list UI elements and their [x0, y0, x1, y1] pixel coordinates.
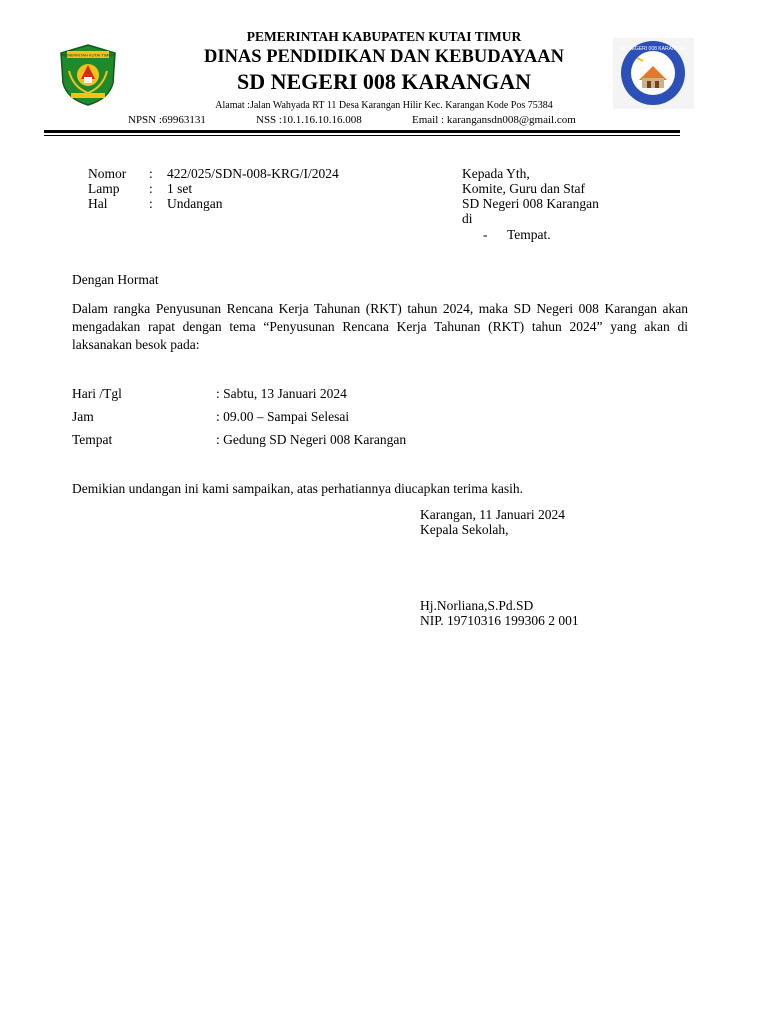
letterhead-rule-thin — [44, 135, 680, 136]
recipient-line-2: Komite, Guru dan Staf — [462, 181, 585, 196]
recipient-dash: - — [483, 227, 488, 242]
place-label: Tempat — [72, 432, 113, 447]
hal-value: Undangan — [167, 196, 223, 211]
hal-colon: : — [149, 196, 153, 211]
day-value: : Sabtu, 13 Januari 2024 — [216, 386, 347, 401]
salutation: Dengan Hormat — [72, 272, 159, 287]
place-value: : Gedung SD Negeri 008 Karangan — [216, 432, 407, 447]
recipient-line-4: di — [462, 211, 473, 226]
signer-position: Kepala Sekolah, — [420, 522, 509, 537]
day-label: Hari /Tgl — [72, 386, 122, 401]
nomor-colon: : — [149, 166, 153, 181]
nomor-label: Nomor — [88, 166, 127, 181]
lamp-label: Lamp — [88, 181, 120, 196]
time-value: : 09.00 – Sampai Selesai — [216, 409, 350, 424]
nomor-value: 422/025/SDN-008-KRG/I/2024 — [167, 166, 339, 181]
svg-text:PEMERINTAH KUTAI TIMUR: PEMERINTAH KUTAI TIMUR — [61, 52, 115, 58]
government-heading: PEMERINTAH KABUPATEN KUTAI TIMUR — [246, 29, 522, 44]
recipient-line-3: SD Negeri 008 Karangan — [462, 196, 599, 211]
signer-nip: NIP. 19710316 199306 2 001 — [420, 613, 579, 628]
school-contact-line — [128, 114, 576, 126]
recipient-line-1: Kepada Yth, — [462, 166, 530, 181]
department-heading: DINAS PENDIDIKAN DAN KEBUDAYAAN — [204, 47, 564, 67]
closing-sentence: Demikian undangan ini kami sampaikan, atas perhatiannya diucapkan terima kasih. — [72, 481, 523, 496]
place-date: Karangan, 11 Januari 2024 — [420, 507, 565, 522]
signer-name: Hj.Norliana,S.Pd.SD — [420, 598, 534, 613]
nss-number: NSS :10.1.16.10.16.008 — [256, 114, 362, 126]
time-label: Jam — [72, 409, 94, 424]
letterhead-rule-thick — [44, 130, 680, 133]
hal-label: Hal — [88, 196, 108, 211]
lamp-value: 1 set — [167, 181, 193, 196]
school-address: Alamat :Jalan Wahyada RT 11 Desa Karangan Hilir Kec. Karangan Kode Pos 75384 — [215, 100, 553, 111]
lamp-colon: : — [149, 181, 153, 196]
school-badge-logo — [613, 38, 694, 109]
letter-body-paragraph: Dalam rangka Penyusunan Rencana Kerja Tahunan (RKT) tahun 2024, maka SD Negeri 008 Karangan akan mengadakan rapat dengan tema “Penyusunan Rencana Kerja Tahunan (RKT) tahun 2024” yang akan di laksanakan besok pada: — [72, 301, 688, 352]
svg-text:SD NEGERI 008 KARANGAN: SD NEGERI 008 KARANGAN — [619, 46, 687, 52]
recipient-line-5: Tempat. — [507, 227, 551, 242]
npsn-number: NPSN :69963131 — [128, 114, 206, 126]
school-name-heading: SD NEGERI 008 KARANGAN — [237, 69, 531, 94]
school-email: Email : karangansdn008@gmail.com — [412, 114, 576, 126]
